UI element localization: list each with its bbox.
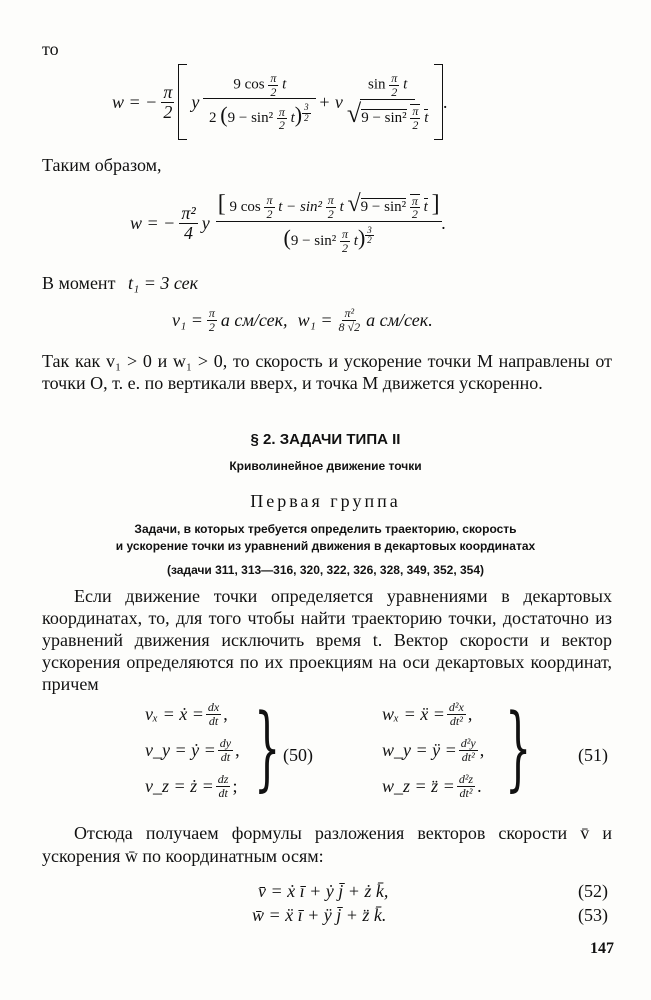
sys50-brace: } — [254, 694, 281, 801]
eq2-den-two: 2 — [342, 240, 349, 255]
sys50-row-1 — [145, 696, 265, 732]
paragraph-cartesian: Если движение точки определяется уравнениями в декартовых координатах, то, для того чтобы найти траекторию точки, достаточно из уравнений движения исключить время t. Вектор скорости и вектор ускорения определяются по их проекциям на оси декартовых координат, причем — [42, 586, 612, 694]
system-50 — [145, 696, 265, 804]
group-tasks: (задачи 311, 313—316, 320, 322, 326, 328, 349, 352, 354) — [166, 563, 485, 577]
eq2-cos-pi: π — [266, 193, 273, 208]
eq1-exp-n: 3 — [304, 102, 309, 113]
eq2-den-sin: 9 − sin² — [290, 232, 337, 249]
eq2-sin-pi: π — [327, 193, 334, 208]
sys51-row-2 — [382, 732, 512, 768]
moment-text: В момент — [42, 273, 116, 293]
eq1-sin-pi: π — [391, 71, 398, 86]
eq1-den-a: 2 (9 − sin² $\frac{\pi}{2}$ t) $^{\frac{3}{2}}$ — [209, 102, 309, 133]
eq1-den-b: √9 − sin² $\frac{\pi}{2}$ t — [346, 98, 429, 133]
eq1-sqrt-t: t — [424, 109, 429, 126]
sys50-num-3: dz — [217, 771, 229, 786]
equation-1 — [112, 62, 448, 142]
sys50-lhs-2: v_y = ẏ = — [145, 739, 216, 760]
eq1-sqrt-inner: 9 − sin² — [361, 109, 407, 126]
eq1-period: . — [443, 91, 448, 112]
eq1-fraction-a — [203, 72, 316, 132]
eq3-pi2: π² — [344, 305, 355, 320]
eq1-num-a — [203, 72, 316, 99]
eq1-sqrt-pi: π — [412, 104, 419, 119]
sys50-den-2: dt — [220, 749, 231, 764]
eq1-right-bracket — [434, 64, 443, 140]
equation-2 — [130, 180, 446, 266]
eq1-lhs: w = − — [112, 91, 158, 112]
eq2-sqrt-pi: π — [411, 193, 418, 208]
eq2-pi2-over-4 — [179, 204, 197, 243]
sys51-den-1: dt² — [449, 713, 463, 728]
eq2-fraction — [216, 192, 442, 255]
sys50-end-2: , — [235, 739, 240, 760]
sys51-lhs-3: w_z = z̈ = — [382, 775, 455, 796]
sys50-lhs-3: v_z = ż = — [145, 775, 214, 796]
sys51-end-3: . — [477, 775, 482, 796]
sys51-label: (51) — [578, 745, 608, 765]
group-description-2: и ускорение точки из уравнений движения в декартовых координатах — [115, 539, 536, 553]
eq2-den-t: t — [353, 232, 358, 249]
eq3-unit-2: a см/сек. — [366, 309, 433, 330]
eq1-sin: sin — [368, 76, 386, 93]
eq2-cos: 9 cos — [229, 198, 261, 215]
eq1-pi-over-2 — [161, 83, 174, 122]
section-subtitle: Криволинейное движение точки — [229, 459, 422, 473]
sys50-den-3: dt — [218, 785, 228, 800]
eq1-num-t: t — [282, 76, 287, 93]
sys51-lhs-2: w_y = ÿ = — [382, 739, 457, 760]
equation-3 — [172, 296, 433, 344]
paragraph-velocity: Так как v₁ > 0 и w₁ > 0, то скорость и ускорение точки M направлены от точки O, т. е. по вертикали вверх, и точка M движется ускоренно. — [42, 351, 612, 393]
eq1-num-b — [360, 72, 415, 99]
eq1-two: 2 — [163, 101, 173, 122]
eq2-sqrt-two: 2 — [411, 207, 418, 222]
eq2-sin-two: 2 — [327, 206, 334, 221]
sys50-row-3 — [145, 768, 265, 804]
eq1-den-sin: 9 − sin² — [227, 110, 274, 127]
sys51-num-1: d²x — [448, 699, 464, 714]
eq2-t-minus-sin: t − sin² — [278, 198, 323, 215]
thus-line: Таким образом, — [42, 155, 162, 175]
eq2-t: t — [339, 198, 344, 215]
equation-52-label: (52) — [578, 881, 608, 901]
sys50-num-2: dy — [219, 735, 232, 750]
sys50-lhs-1: vₓ = ẋ = — [145, 703, 204, 724]
eq3-w1: w₁ = — [297, 309, 333, 330]
eq1-num-pi: π — [270, 71, 277, 86]
sys50-end-3: ; — [232, 775, 238, 796]
eq2-four: 4 — [184, 222, 194, 243]
eq2-numerator: [ 9 cos $\frac{\pi}{2}$ t − sin² $\frac{\pi}{2}$ t √9 − sin² $\frac{\pi}{2}$ t ] — [217, 190, 440, 222]
equation-53: w̄ = ẍ ī + ÿ j̄ + z̈ k̄. — [252, 905, 387, 925]
eq1-left-bracket — [178, 64, 187, 140]
eq1-den-t: t — [290, 110, 295, 127]
eq1-num-cos: 9 cos — [233, 76, 265, 93]
sys50-label: (50) — [283, 745, 313, 765]
sys51-num-2: d²y — [460, 735, 476, 750]
paragraph-decomposition: Отсюда получаем формулы разложения векторов скорости v̄ и ускорения w̄ по координатным осям: — [42, 823, 612, 866]
eq3-v1: v₁ = — [172, 309, 203, 330]
eq3-two: 2 — [208, 319, 215, 334]
eq2-sqrt-t: t — [423, 198, 428, 215]
eq1-y: y — [191, 91, 200, 112]
eq2-den-pi: π — [342, 227, 349, 242]
eq1-exp-d: 2 — [304, 112, 309, 123]
sys51-lhs-1: wₓ = ẍ = — [382, 703, 445, 724]
sys51-num-3: d²z — [458, 771, 474, 786]
moment-line — [42, 272, 198, 295]
eq2-exp-d: 2 — [367, 235, 372, 246]
page-number: 147 — [590, 940, 614, 957]
eq1-plus-v: + v — [318, 91, 343, 112]
system-51 — [382, 696, 512, 804]
sys50-den-1: dt — [208, 713, 219, 728]
sys51-row-3 — [382, 768, 512, 804]
eq3-den: 8 √2 — [338, 319, 361, 334]
sys51-brace: } — [505, 694, 532, 801]
sys51-end-2: , — [479, 739, 485, 760]
sys50-num-1: dx — [207, 699, 220, 714]
sys50-end-1: , — [223, 703, 228, 724]
eq2-denominator: (9 − sin² $\frac{\pi}{2}$ t) $^{\frac{3}{2}}$ — [283, 224, 372, 255]
group-description-1: Задачи, в которых требуется определить траекторию, скорость — [134, 522, 517, 536]
sys51-row-1 — [382, 696, 512, 732]
equation-52: v̄ = ẋ ī + ẏ j̄ + ż k̄, — [258, 881, 389, 901]
sys51-den-3: dt² — [459, 785, 473, 800]
eq2-cos-two: 2 — [266, 206, 273, 221]
section-title: § 2. ЗАДАЧИ ТИПА II — [250, 431, 401, 448]
eq1-sin-t: t — [403, 76, 408, 93]
eq3-pi: π — [208, 305, 215, 320]
sys51-end-1: , — [467, 703, 473, 724]
eq1-num-two: 2 — [270, 84, 277, 99]
equation-53-label: (53) — [578, 905, 608, 925]
eq3-unit-1: a см/сек, — [220, 309, 288, 330]
eq1-sin-two: 2 — [391, 84, 398, 99]
eq1-den-two: 2 — [209, 110, 217, 127]
eq1-sqrt-two: 2 — [412, 118, 419, 133]
eq2-exp-n: 3 — [367, 224, 372, 235]
eq2-period: . — [441, 212, 447, 233]
eq2-sqrt-inner: 9 − sin² — [360, 198, 407, 215]
eq1-den-two-b: 2 — [278, 118, 285, 133]
eq1-fraction-b — [345, 72, 430, 131]
sys51-den-2: dt² — [461, 749, 475, 764]
eq1-den-pi: π — [278, 104, 285, 119]
sys50-row-2 — [145, 732, 265, 768]
eq1-pi: π — [163, 81, 173, 102]
moment-equation: t₁ = 3 сек — [127, 273, 199, 293]
eq2-y: y — [201, 212, 210, 233]
eq2-lhs: w = − — [130, 212, 176, 233]
eq2-pi2: π² — [181, 202, 196, 223]
lead-word: то — [42, 39, 59, 59]
group-title: Первая группа — [250, 491, 401, 511]
